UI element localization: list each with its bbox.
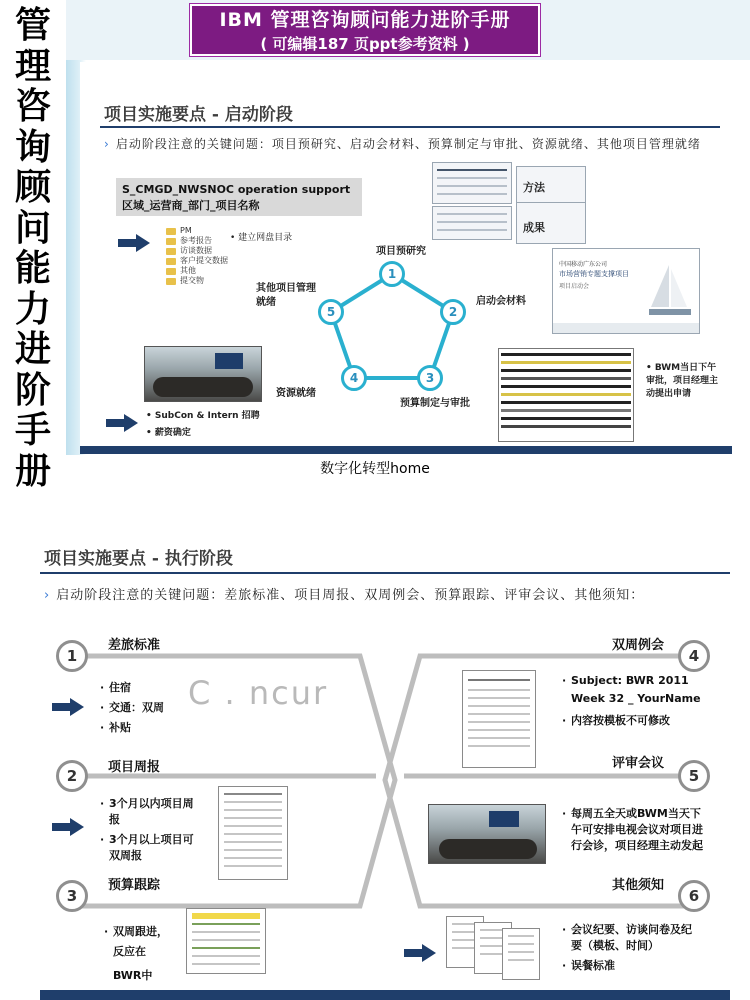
side-title-char: 询 bbox=[14, 126, 51, 168]
list-item: · 会议纪要、访谈问卷及纪要（模板、时间） bbox=[562, 922, 702, 954]
step-1-badge: 1 bbox=[56, 640, 88, 672]
cycle-label-5: 其他项目管理就绪 bbox=[256, 283, 316, 308]
step-3-heading: 预算跟踪 bbox=[108, 878, 161, 893]
step-2-heading: 项目周报 bbox=[108, 760, 161, 775]
cycle-label-1: 项目预研究 bbox=[376, 246, 426, 257]
list-item: · 3个月以内项目周报 bbox=[100, 796, 204, 828]
step-5-heading: 评审会议 bbox=[612, 756, 665, 771]
side-title-char: 力 bbox=[14, 288, 51, 330]
cover-line1: 中国移动广东公司 bbox=[559, 261, 608, 268]
side-title-char: 能 bbox=[14, 248, 51, 289]
interview-notes-doc bbox=[502, 928, 540, 980]
list-item: · 3个月以上项目可双周报 bbox=[100, 832, 204, 864]
list-item: · 误餐标准 bbox=[562, 958, 702, 974]
step-6-heading: 其他须知 bbox=[612, 878, 665, 893]
side-title-char: 手 bbox=[14, 410, 51, 451]
subcon-item: • SubCon & Intern 招聘 bbox=[146, 411, 260, 421]
footer-bar bbox=[80, 446, 732, 454]
side-title-char: 阶 bbox=[14, 369, 51, 411]
sailboat-icon bbox=[647, 261, 693, 321]
list-item: · 交通：双周 bbox=[100, 700, 220, 716]
side-title-char: 管 bbox=[14, 5, 51, 46]
naming-code: S_CMGD_NWSNOC operation support bbox=[122, 183, 351, 196]
step-4-badge: 4 bbox=[678, 640, 710, 672]
cycle-label-4: 资源就绪 bbox=[276, 388, 316, 399]
title-banner bbox=[190, 4, 540, 56]
bwm-note: • BWM当日下午审批，项目经理主动提出申请 bbox=[646, 363, 719, 399]
side-title-char: 咨 bbox=[14, 86, 51, 127]
arrow-right-icon bbox=[106, 414, 138, 432]
list-item: · 补贴 bbox=[100, 720, 220, 736]
meeting-template-doc bbox=[462, 670, 536, 768]
cycle-label-3: 预算制定与审批 bbox=[400, 398, 470, 409]
cycle-step-2: 2 bbox=[440, 299, 466, 325]
step-2-list bbox=[100, 796, 204, 868]
key-question-text: 启动阶段注意的关键问题：项目预研究、启动会材料、预算制定与审批、资源就绪、其他项目管理就绪 bbox=[115, 137, 701, 151]
step-6-list bbox=[562, 922, 702, 978]
chevron-right-icon: › bbox=[104, 137, 110, 151]
folder-item: 提交物 bbox=[166, 276, 228, 286]
subcon-list bbox=[146, 408, 260, 442]
cycle-step-3: 3 bbox=[417, 365, 443, 391]
folder-tree bbox=[166, 226, 228, 286]
folder-icon bbox=[166, 228, 176, 235]
step-4-list bbox=[562, 672, 712, 734]
list-item: · 住宿 bbox=[100, 680, 220, 696]
result-thumbnail bbox=[516, 202, 586, 244]
slide-execution-phase bbox=[0, 520, 750, 1000]
banner-subtitle: ( 可编辑187 页ppt参考资料 ) bbox=[260, 35, 470, 53]
cycle-step-4: 4 bbox=[341, 365, 367, 391]
key-question bbox=[104, 136, 704, 153]
chevron-right-icon: › bbox=[44, 588, 51, 603]
side-title-char: 问 bbox=[14, 207, 51, 249]
result-label: 成果 bbox=[523, 221, 545, 234]
folder-item: 访谈数据 bbox=[166, 246, 228, 256]
arrow-right-icon bbox=[52, 818, 84, 836]
step-6-badge: 6 bbox=[678, 880, 710, 912]
folder-item: 其他 bbox=[166, 266, 228, 276]
folder-icon bbox=[166, 248, 176, 255]
step-3-list bbox=[104, 922, 176, 986]
step-5-badge: 5 bbox=[678, 760, 710, 792]
step-2-badge: 2 bbox=[56, 760, 88, 792]
review-meeting-photo bbox=[428, 804, 546, 864]
folder-item: PM bbox=[166, 226, 228, 236]
key-question bbox=[44, 586, 704, 605]
naming-format: 区域_运营商_部门_项目名称 bbox=[122, 199, 260, 212]
title-rule bbox=[100, 126, 720, 128]
cycle-step-1: 1 bbox=[379, 261, 405, 287]
side-title-char: 进 bbox=[14, 329, 51, 370]
weekly-report-doc bbox=[218, 786, 288, 880]
arrow-right-icon bbox=[52, 698, 84, 716]
step-1-heading: 差旅标准 bbox=[108, 638, 161, 653]
doc-thumbnail bbox=[432, 162, 512, 204]
arrow-right-icon bbox=[404, 944, 436, 962]
cycle-label-2: 启动会材料 bbox=[476, 296, 526, 307]
list-item: · Subject: BWR 2011 Week 32 _ YourName bbox=[562, 672, 712, 708]
folder-item: 客户提交数据 bbox=[166, 256, 228, 266]
budget-tracking-sheet bbox=[186, 908, 266, 974]
cover-line3: 项目启动会 bbox=[559, 283, 590, 290]
subcon-item: • 薪资确定 bbox=[146, 428, 191, 438]
meeting-photo bbox=[144, 346, 262, 402]
slide1-title: 项目实施要点 - 启动阶段 bbox=[104, 105, 293, 125]
slide-startup-phase bbox=[80, 62, 732, 452]
list-item: BWR中 bbox=[113, 969, 153, 982]
folder-icon bbox=[166, 268, 176, 275]
folder-icon bbox=[166, 238, 176, 245]
slide2-title: 项目实施要点 - 执行阶段 bbox=[44, 549, 233, 569]
cycle-pentagon bbox=[331, 274, 453, 378]
budget-sheet bbox=[498, 348, 634, 442]
cycle-step-5: 5 bbox=[318, 299, 344, 325]
list-item: · 每周五全天或BWM当天下午可安排电视会议对项目进行会诊，项目经理主动发起 bbox=[562, 806, 706, 854]
list-item: · 内容按模板不可修改 bbox=[562, 712, 712, 730]
side-title-char: 理 bbox=[14, 45, 51, 87]
banner-title: IBM 管理咨询顾问能力进阶手册 bbox=[219, 9, 511, 31]
folder-icon bbox=[166, 258, 176, 265]
cover-line2: 市场营销专题支撑项目 bbox=[559, 270, 629, 278]
key-question-text: 启动阶段注意的关键问题：差旅标准、项目周报、双周例会、预算跟踪、评审会议、其他须知： bbox=[56, 588, 645, 603]
footer-bar bbox=[40, 990, 730, 1000]
side-title bbox=[0, 0, 66, 492]
step-5-list bbox=[562, 806, 706, 858]
concur-logo: C . ncur bbox=[188, 674, 329, 712]
kickoff-cover bbox=[552, 248, 700, 334]
side-title-char: 册 bbox=[14, 450, 51, 492]
step-4-heading: 双周例会 bbox=[612, 638, 665, 653]
method-label: 方法 bbox=[523, 181, 545, 194]
folder-note: • 建立网盘目录 bbox=[230, 233, 293, 243]
doc-thumbnail bbox=[432, 206, 512, 240]
folder-icon bbox=[166, 278, 176, 285]
title-rule bbox=[40, 572, 730, 574]
arrow-right-icon bbox=[118, 234, 150, 252]
side-title-char: 顾 bbox=[14, 167, 51, 208]
folder-item: 参考报告 bbox=[166, 236, 228, 246]
caption: 数字化转型home bbox=[320, 461, 430, 477]
list-item: · 双周跟进，反应在 bbox=[104, 922, 176, 962]
project-naming-box bbox=[116, 178, 362, 216]
step-3-badge: 3 bbox=[56, 880, 88, 912]
